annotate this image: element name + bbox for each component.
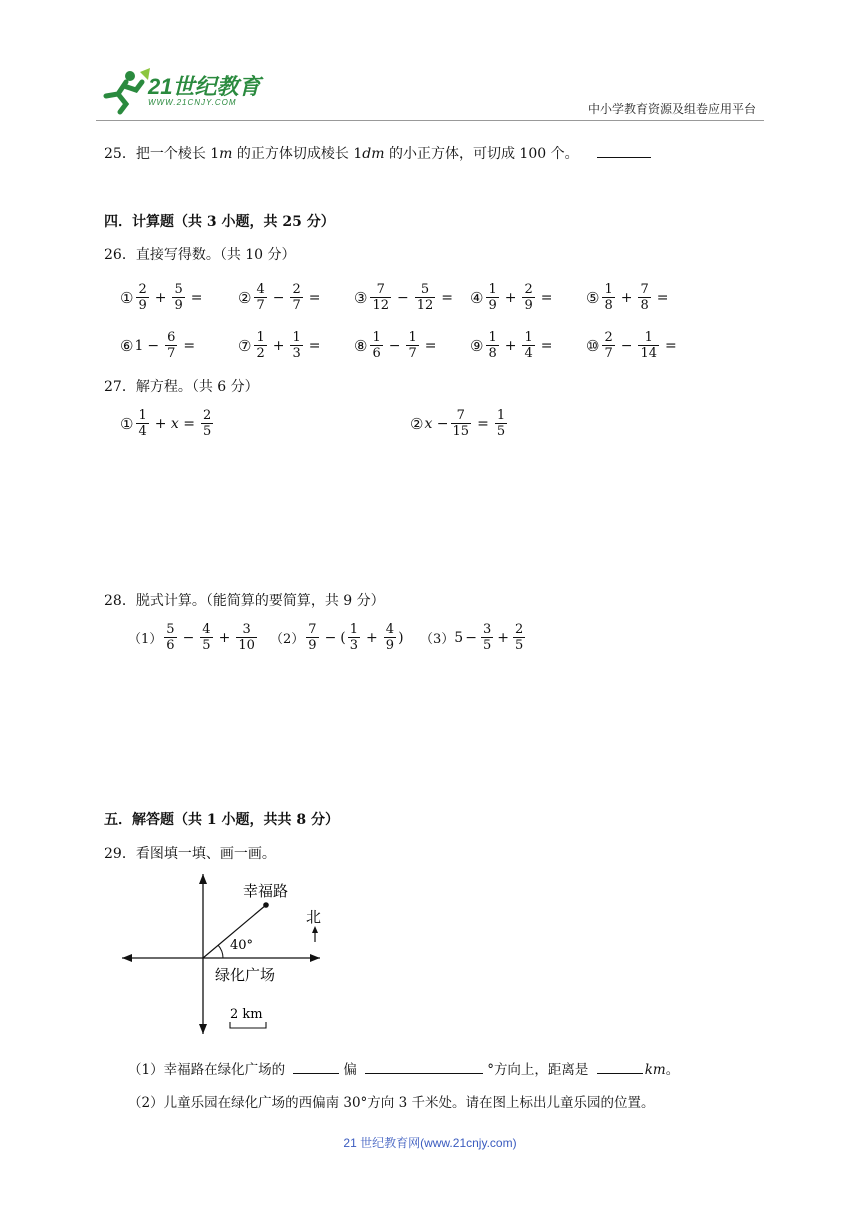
q26-item [470, 282, 556, 313]
degree-blank[interactable] [365, 1059, 483, 1074]
item-mark: ⑧ [354, 336, 368, 355]
distance-blank[interactable] [597, 1059, 643, 1074]
item-whole: 1 [134, 337, 144, 354]
item-mark: ⑩ [586, 336, 600, 355]
q25-unit-dm: dm [362, 146, 385, 162]
q26-item [238, 282, 324, 313]
q26-item [586, 282, 672, 313]
q29-s1-text-c: °方向上，距离是 [487, 1062, 589, 1078]
question-29-title: 29．看图填一填、画一画。 [104, 846, 276, 862]
q29-s1-text-b: 偏 [343, 1062, 357, 1078]
item-mark: ③ [354, 288, 368, 307]
item-frac-a: $\frac{1}{8}$ [488, 330, 497, 361]
calc-1: （1） $\frac{5}{6}$ − $\frac{4}{5}$ + $\frac{3}{10}$ [128, 622, 255, 653]
question-26-title: 26．直接写得数。（共 10 分） [104, 247, 296, 263]
angle-arc [218, 945, 223, 958]
eq2-lead: x − [424, 415, 449, 432]
item-operator: − [272, 289, 285, 306]
item-equals: = [441, 289, 454, 306]
item-frac-b: $\frac{7}{8}$ [640, 282, 649, 313]
q29-s1-unit: km [644, 1062, 666, 1078]
item-frac-b: $\frac{5}{12}$ [416, 282, 434, 313]
point-marker [263, 902, 269, 908]
item-equals: = [656, 289, 669, 306]
header-divider [96, 120, 764, 121]
item-operator: − [147, 337, 160, 354]
item-equals: = [540, 337, 553, 354]
calc-3: （3） 5 − $\frac{3}{5}$ + $\frac{2}{5}$ [420, 622, 524, 653]
item-frac-b: $\frac{1}{4}$ [524, 330, 533, 361]
item-frac-a: $\frac{1}{9}$ [488, 282, 497, 313]
item-frac-b: $\frac{1}{3}$ [292, 330, 301, 361]
q25-text-c: 的小正方体，可切成 100 个。 [384, 146, 579, 162]
origin-label: 绿化广场 [215, 966, 276, 984]
item-equals: = [308, 337, 321, 354]
item-mark: ⑦ [238, 336, 252, 355]
q29-s1-text-a: （1）幸福路在绿化广场的 [128, 1062, 286, 1078]
item-frac-b: $\frac{2}{7}$ [292, 282, 301, 313]
item-frac-a: $\frac{1}{8}$ [604, 282, 613, 313]
item-frac-a: $\frac{1}{6}$ [372, 330, 381, 361]
north-arrow-head-icon [199, 874, 207, 884]
platform-label: 中小学教育资源及组卷应用平台 [587, 102, 756, 116]
item-frac-b: $\frac{1}{7}$ [408, 330, 417, 361]
eq2-mid: = [477, 415, 489, 432]
eq1-frac-b: $\frac{2}{5}$ [203, 408, 212, 439]
logo-text: 21世纪教育 [148, 74, 261, 99]
item-frac-a: $\frac{2}{9}$ [138, 282, 147, 313]
item-operator: + [504, 337, 517, 354]
calc-3-whole: 5 [454, 629, 464, 646]
scale-bar [230, 1022, 266, 1028]
item-operator: − [397, 289, 409, 306]
q26-item [354, 330, 440, 361]
item-operator: − [388, 337, 401, 354]
item-frac-a: $\frac{2}{7}$ [604, 330, 613, 361]
calc-1-label: （1） [128, 632, 163, 647]
west-arrow-icon [122, 954, 132, 962]
eq2-frac-b: $\frac{1}{5}$ [496, 408, 506, 439]
logo-runner-icon [96, 66, 156, 116]
item-equals: = [308, 289, 321, 306]
logo-url: WWW.21CNJY.COM [148, 98, 237, 107]
eq2-frac-a: $\frac{7}{15}$ [452, 408, 470, 439]
item-mark: ⑤ [586, 288, 600, 307]
section-4-title: 四．计算题（共 3 小题，共 25 分） [104, 214, 335, 230]
q29-sub-1 [128, 1058, 679, 1078]
item-mark: ⑨ [470, 336, 484, 355]
eq1-mark: ① [120, 414, 134, 433]
north-indicator-icon [312, 926, 318, 933]
angle-label: 40° [230, 938, 254, 953]
q25-unit-m: m [219, 146, 233, 162]
footer-link[interactable]: 21 世纪教育网(www.21cnjy.com) [343, 1136, 517, 1150]
q29-sub-2: （2）儿童乐园在绿化广场的西偏南 30°方向 3 千米处。请在图上标出儿童乐园的位置。 [128, 1095, 655, 1111]
calc-2-label: （2） [270, 632, 305, 647]
item-frac-b: $\frac{6}{7}$ [167, 330, 176, 361]
item-mark: ④ [470, 288, 484, 307]
q25-text-b: 的正方体切成棱长 1 [232, 146, 363, 162]
question-28-title: 28．脱式计算。（能简算的要简算，共 9 分） [104, 593, 385, 609]
item-mark: ② [238, 288, 252, 307]
item-equals: = [183, 337, 196, 354]
scale-label: 2 km [230, 1007, 263, 1022]
item-equals: = [424, 337, 437, 354]
item-equals: = [665, 337, 677, 354]
eq1-frac-a: $\frac{1}{4}$ [138, 408, 147, 439]
item-operator: − [620, 337, 633, 354]
direction-diagram [110, 868, 340, 1038]
item-frac-b: $\frac{2}{9}$ [524, 282, 533, 313]
item-operator: + [620, 289, 633, 306]
item-mark: ⑥ [120, 336, 134, 355]
eq1-mid: + x = [154, 415, 195, 432]
question-27-title: 27．解方程。（共 6 分） [104, 379, 259, 395]
equation-2 [410, 408, 509, 439]
q26-item [120, 330, 199, 361]
item-frac-a: $\frac{1}{2}$ [256, 330, 265, 361]
q26-item [586, 330, 681, 361]
question-25 [104, 143, 651, 163]
east-arrow-icon [310, 954, 320, 962]
eq2-mark: ② [410, 414, 424, 433]
q26-item [470, 330, 556, 361]
q25-text-a: 25．把一个棱长 1 [104, 146, 220, 162]
item-operator: + [154, 289, 167, 306]
q29-s1-end: 。 [665, 1062, 680, 1078]
q25-answer-blank[interactable] [597, 143, 651, 158]
calc-3-label: （3） [420, 632, 455, 647]
item-frac-a: $\frac{7}{12}$ [372, 282, 389, 313]
direction-blank-1[interactable] [293, 1059, 339, 1074]
q26-item [120, 282, 206, 313]
north-label: 北 [306, 908, 322, 926]
calc-2: （2） $\frac{7}{9}$ − ( $\frac{1}{3}$ + $\frac{4}{9}$ ) [270, 622, 404, 653]
item-equals: = [190, 289, 203, 306]
section-5-title: 五．解答题（共 1 小题，共共 8 分） [104, 812, 339, 828]
q26-item [238, 330, 324, 361]
item-frac-a: $\frac{4}{7}$ [256, 282, 265, 313]
item-frac-b: $\frac{1}{14}$ [640, 330, 658, 361]
q26-item [354, 282, 457, 313]
item-equals: = [540, 289, 553, 306]
item-operator: + [504, 289, 517, 306]
equation-1 [120, 408, 215, 439]
item-frac-b: $\frac{5}{9}$ [174, 282, 183, 313]
point-label: 幸福路 [243, 882, 289, 900]
south-arrow-head-icon [199, 1024, 207, 1034]
item-operator: + [272, 337, 285, 354]
item-mark: ① [120, 288, 134, 307]
